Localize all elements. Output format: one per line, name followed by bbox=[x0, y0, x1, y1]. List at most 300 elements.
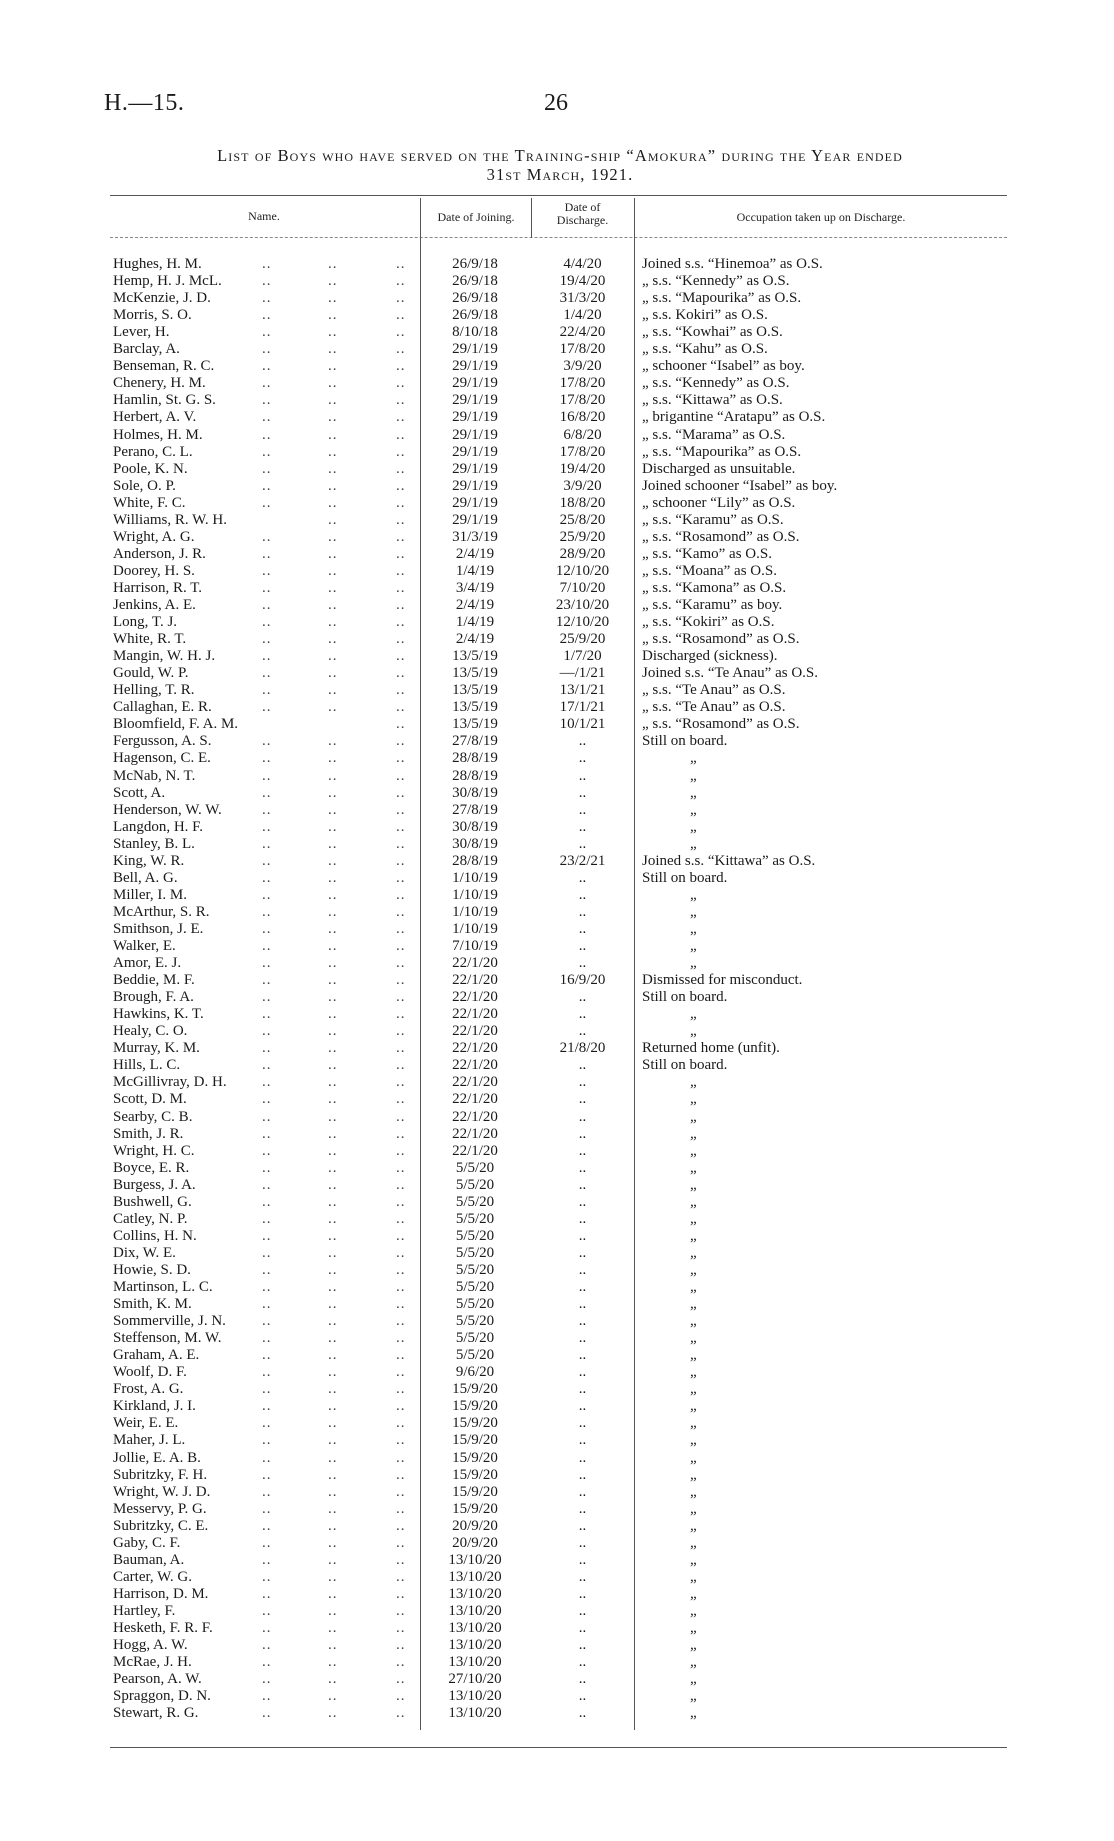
leader-dots: .. bbox=[328, 1517, 338, 1534]
table-row bbox=[0, 802, 1114, 819]
table-row bbox=[0, 733, 1114, 750]
leader-dots: .. bbox=[328, 852, 338, 869]
table-row bbox=[0, 1296, 1114, 1313]
date-of-joining: 13/10/20 bbox=[448, 1688, 502, 1705]
occupation: „ bbox=[690, 1074, 697, 1091]
leader-dots: .. bbox=[396, 1227, 406, 1244]
leader-dots: .. bbox=[328, 648, 338, 665]
boy-name: Helling, T. R. bbox=[113, 682, 195, 699]
leader-dots: .. bbox=[328, 545, 338, 562]
boy-name: Maher, J. L. bbox=[113, 1432, 186, 1449]
boy-name: Collins, H. N. bbox=[113, 1227, 197, 1244]
occupation: „ bbox=[690, 1193, 697, 1210]
leader-dots: .. bbox=[396, 1023, 406, 1040]
leader-dots: .. bbox=[328, 1347, 338, 1364]
date-of-joining: 13/5/19 bbox=[452, 665, 498, 682]
leader-dots: .. bbox=[328, 920, 338, 937]
table-row bbox=[0, 1705, 1114, 1722]
date-of-joining: 20/9/20 bbox=[452, 1534, 498, 1551]
date-of-joining: 22/1/20 bbox=[452, 1023, 498, 1040]
occupation: „ bbox=[690, 835, 697, 852]
boy-name: Hamlin, St. G. S. bbox=[113, 392, 216, 409]
date-of-discharge: .. bbox=[578, 1585, 587, 1602]
date-of-joining: 5/5/20 bbox=[455, 1210, 495, 1227]
boy-name: Bushwell, G. bbox=[113, 1193, 192, 1210]
table-row bbox=[0, 1518, 1114, 1535]
boy-name: Catley, N. P. bbox=[113, 1210, 188, 1227]
date-of-joining: 15/9/20 bbox=[452, 1500, 498, 1517]
date-of-joining: 22/1/20 bbox=[452, 1091, 498, 1108]
boy-name: Bloomfield, F. A. M. bbox=[113, 716, 239, 733]
column-divider-joined bbox=[531, 198, 532, 238]
leader-dots: .. bbox=[328, 1466, 338, 1483]
boy-name: Jollie, E. A. B. bbox=[113, 1449, 201, 1466]
boy-name: Hesketh, F. R. F. bbox=[113, 1620, 213, 1636]
occupation: Still on board. bbox=[642, 733, 728, 750]
table-row bbox=[0, 665, 1114, 682]
boy-name: Mangin, W. H. J. bbox=[113, 648, 216, 665]
boy-name: Hagenson, C. E. bbox=[113, 750, 211, 767]
table-row bbox=[0, 836, 1114, 853]
leader-dots: .. bbox=[262, 733, 272, 750]
table-row bbox=[0, 1671, 1114, 1688]
leader-dots: .. bbox=[328, 938, 338, 954]
table-row bbox=[0, 1501, 1114, 1518]
boy-name: Henderson, W. W. bbox=[113, 801, 222, 818]
date-of-discharge: 3/9/20 bbox=[563, 358, 602, 375]
date-of-discharge: 1/4/20 bbox=[563, 307, 602, 324]
leader-dots: .. bbox=[262, 1620, 272, 1636]
leader-dots: .. bbox=[328, 1432, 338, 1449]
leader-dots: .. bbox=[396, 1210, 406, 1227]
table-row bbox=[0, 375, 1114, 392]
leader-dots: .. bbox=[328, 341, 338, 358]
date-of-joining: 22/1/20 bbox=[452, 1142, 498, 1159]
leader-dots: .. bbox=[262, 835, 272, 852]
leader-dots: .. bbox=[396, 1585, 406, 1602]
leader-dots: .. bbox=[262, 392, 272, 409]
leader-dots: .. bbox=[396, 682, 406, 699]
date-of-discharge: .. bbox=[578, 784, 587, 801]
leader-dots: .. bbox=[328, 1176, 338, 1193]
leader-dots: .. bbox=[396, 1244, 406, 1261]
leader-dots: .. bbox=[328, 869, 338, 886]
date-of-discharge: .. bbox=[578, 1330, 587, 1347]
boy-name: Morris, S. O. bbox=[113, 307, 192, 324]
leader-dots: .. bbox=[396, 955, 406, 972]
leader-dots: .. bbox=[396, 886, 406, 903]
leader-dots: .. bbox=[262, 1176, 272, 1193]
date-of-discharge: 17/8/20 bbox=[559, 341, 606, 358]
date-of-joining: 22/1/20 bbox=[452, 955, 498, 972]
leader-dots: .. bbox=[396, 324, 406, 341]
leader-dots: .. bbox=[328, 562, 338, 579]
leader-dots: .. bbox=[262, 409, 272, 426]
leader-dots: .. bbox=[328, 1159, 338, 1176]
date-of-discharge: .. bbox=[578, 1364, 587, 1381]
page-code: H.—15. bbox=[104, 90, 185, 116]
date-of-joining: 27/8/19 bbox=[452, 733, 498, 750]
date-of-discharge: .. bbox=[578, 750, 587, 767]
date-of-discharge: .. bbox=[578, 1108, 587, 1125]
leader-dots: .. bbox=[262, 989, 272, 1006]
table-row bbox=[0, 597, 1114, 614]
leader-dots: .. bbox=[262, 1654, 272, 1671]
occupation: „ schooner “Isabel” as boy. bbox=[642, 358, 805, 375]
occupation: „ bbox=[690, 1500, 697, 1517]
leader-dots: .. bbox=[262, 477, 272, 494]
date-of-joining: 5/5/20 bbox=[455, 1296, 495, 1313]
table-row bbox=[0, 1126, 1114, 1143]
leader-dots: .. bbox=[396, 784, 406, 801]
date-of-discharge: 23/10/20 bbox=[555, 597, 610, 613]
boy-name: Wright, W. J. D. bbox=[113, 1483, 211, 1500]
leader-dots: .. bbox=[396, 1159, 406, 1176]
leader-dots: .. bbox=[262, 1313, 272, 1330]
occupation: „ bbox=[690, 750, 697, 767]
table-row bbox=[0, 1194, 1114, 1211]
table-row bbox=[0, 1006, 1114, 1023]
leader-dots: .. bbox=[328, 750, 338, 767]
occupation: „ bbox=[690, 1534, 697, 1551]
leader-dots: .. bbox=[328, 511, 338, 528]
date-of-discharge: .. bbox=[578, 1466, 587, 1483]
leader-dots: .. bbox=[396, 648, 406, 665]
date-of-joining: 29/1/19 bbox=[452, 358, 498, 375]
leader-dots: .. bbox=[262, 1159, 272, 1176]
header-bottom-rule bbox=[110, 237, 1007, 238]
table-row bbox=[0, 1569, 1114, 1586]
boy-name: Dix, W. E. bbox=[113, 1244, 176, 1261]
date-of-discharge: .. bbox=[578, 903, 587, 920]
date-of-discharge: 3/9/20 bbox=[563, 477, 602, 494]
leader-dots: .. bbox=[328, 494, 338, 511]
table-row bbox=[0, 648, 1114, 665]
leader-dots: .. bbox=[262, 1381, 272, 1398]
date-of-discharge: .. bbox=[578, 733, 587, 750]
leader-dots: .. bbox=[328, 1534, 338, 1551]
occupation: Joined s.s. “Hinemoa” as O.S. bbox=[642, 256, 823, 272]
boy-name: Lever, H. bbox=[113, 324, 170, 341]
boy-name: White, F. C. bbox=[113, 494, 186, 511]
date-of-discharge: .. bbox=[578, 1142, 587, 1159]
occupation: „ bbox=[690, 1466, 697, 1483]
leader-dots: .. bbox=[262, 1517, 272, 1534]
table-row bbox=[0, 699, 1114, 716]
leader-dots: .. bbox=[396, 818, 406, 835]
boy-name: McRae, J. H. bbox=[113, 1654, 192, 1671]
table-row bbox=[0, 358, 1114, 375]
boy-name: Bauman, A. bbox=[113, 1551, 185, 1568]
date-of-discharge: .. bbox=[578, 1176, 587, 1193]
table-row bbox=[0, 444, 1114, 461]
occupation: „ s.s. “Karamu” as boy. bbox=[642, 597, 783, 613]
leader-dots: .. bbox=[262, 886, 272, 903]
leader-dots: .. bbox=[262, 460, 272, 477]
occupation: „ bbox=[690, 1568, 697, 1585]
date-of-joining: 2/4/19 bbox=[455, 545, 495, 562]
boy-name: Sole, O. P. bbox=[113, 477, 176, 494]
leader-dots: .. bbox=[396, 1705, 406, 1722]
occupation: „ s.s. “Rosamond” as O.S. bbox=[642, 631, 800, 648]
leader-dots: .. bbox=[396, 1398, 406, 1415]
table-row bbox=[0, 1228, 1114, 1245]
date-of-discharge: 19/4/20 bbox=[559, 460, 606, 477]
table-row bbox=[0, 921, 1114, 938]
table-row bbox=[0, 750, 1114, 767]
leader-dots: .. bbox=[396, 358, 406, 375]
table-row bbox=[0, 1211, 1114, 1228]
leader-dots: .. bbox=[396, 1313, 406, 1330]
date-of-joining: 5/5/20 bbox=[455, 1347, 495, 1364]
occupation: „ s.s. “Mapourika” as O.S. bbox=[642, 290, 802, 307]
leader-dots: .. bbox=[262, 1296, 272, 1313]
table-row bbox=[0, 1313, 1114, 1330]
date-of-joining: 22/1/20 bbox=[452, 1108, 498, 1125]
leader-dots: .. bbox=[262, 443, 272, 460]
date-of-discharge: .. bbox=[578, 955, 587, 972]
date-of-joining: 29/1/19 bbox=[452, 426, 498, 443]
date-of-joining: 1/10/19 bbox=[452, 886, 498, 903]
occupation: „ bbox=[690, 1620, 697, 1636]
occupation: „ s.s. “Kamo” as O.S. bbox=[642, 545, 772, 562]
date-of-discharge: .. bbox=[578, 1534, 587, 1551]
date-of-joining: 22/1/20 bbox=[452, 1125, 498, 1142]
table-row bbox=[0, 1535, 1114, 1552]
leader-dots: .. bbox=[396, 1415, 406, 1432]
table-row bbox=[0, 853, 1114, 870]
table-row bbox=[0, 1347, 1114, 1364]
leader-dots: .. bbox=[328, 307, 338, 324]
date-of-joining: 13/10/20 bbox=[448, 1551, 502, 1568]
table-row bbox=[0, 1177, 1114, 1194]
boy-name: Brough, F. A. bbox=[113, 989, 194, 1006]
leader-dots: .. bbox=[328, 1125, 338, 1142]
occupation: „ bbox=[690, 1381, 697, 1398]
boy-name: Beddie, M. F. bbox=[113, 972, 195, 989]
table-row bbox=[0, 461, 1114, 478]
date-of-joining: 3/4/19 bbox=[455, 579, 495, 596]
leader-dots: .. bbox=[262, 494, 272, 511]
leader-dots: .. bbox=[396, 1108, 406, 1125]
leader-dots: .. bbox=[328, 1637, 338, 1654]
column-header-occupation: Occupation taken up on Discharge. bbox=[736, 210, 906, 224]
leader-dots: .. bbox=[262, 699, 272, 716]
table-row bbox=[0, 529, 1114, 546]
boy-name: Long, T. J. bbox=[113, 614, 178, 631]
date-of-joining: 29/1/19 bbox=[452, 375, 498, 392]
leader-dots: .. bbox=[262, 1637, 272, 1654]
occupation: „ s.s. “Kamona” as O.S. bbox=[642, 579, 787, 596]
date-of-joining: 22/1/20 bbox=[452, 972, 498, 989]
date-of-joining: 15/9/20 bbox=[452, 1415, 498, 1432]
date-of-joining: 29/1/19 bbox=[452, 409, 498, 426]
table-row bbox=[0, 1688, 1114, 1705]
leader-dots: .. bbox=[328, 443, 338, 460]
date-of-joining: 1/4/19 bbox=[455, 614, 495, 631]
boy-name: Benseman, R. C. bbox=[113, 358, 215, 375]
date-of-discharge: .. bbox=[578, 1261, 587, 1278]
table-row bbox=[0, 273, 1114, 290]
date-of-discharge: .. bbox=[578, 1210, 587, 1227]
occupation: Discharged (sickness). bbox=[642, 648, 778, 665]
date-of-joining: 26/9/18 bbox=[452, 307, 498, 324]
leader-dots: .. bbox=[262, 1483, 272, 1500]
leader-dots: .. bbox=[262, 307, 272, 324]
boy-name: Holmes, H. M. bbox=[113, 426, 203, 443]
boy-name: Spraggon, D. N. bbox=[113, 1688, 211, 1705]
boy-name: Smithson, J. E. bbox=[113, 920, 204, 937]
boy-name: Barclay, A. bbox=[113, 341, 180, 358]
date-of-joining: 15/9/20 bbox=[452, 1398, 498, 1415]
occupation: „ bbox=[690, 1261, 697, 1278]
date-of-joining: 22/1/20 bbox=[452, 1074, 498, 1091]
occupation: „ bbox=[690, 1006, 697, 1023]
boy-name: King, W. R. bbox=[113, 852, 185, 869]
date-of-joining: 8/10/18 bbox=[452, 324, 498, 341]
date-of-joining: 13/10/20 bbox=[448, 1602, 502, 1619]
occupation: „ bbox=[690, 784, 697, 801]
leader-dots: .. bbox=[262, 597, 272, 613]
date-of-discharge: .. bbox=[578, 1500, 587, 1517]
date-of-joining: 5/5/20 bbox=[455, 1227, 495, 1244]
boy-name: Scott, D. M. bbox=[113, 1091, 187, 1108]
leader-dots: .. bbox=[396, 1176, 406, 1193]
occupation: „ schooner “Lily” as O.S. bbox=[642, 494, 796, 511]
leader-dots: .. bbox=[328, 801, 338, 818]
date-of-discharge: 12/10/20 bbox=[555, 562, 610, 579]
occupation: Joined s.s. “Te Anau” as O.S. bbox=[642, 665, 819, 682]
leader-dots: .. bbox=[328, 1688, 338, 1705]
leader-dots: .. bbox=[396, 1568, 406, 1585]
leader-dots: .. bbox=[262, 579, 272, 596]
occupation: „ brigantine “Aratapu” as O.S. bbox=[642, 409, 826, 426]
leader-dots: .. bbox=[262, 1142, 272, 1159]
table-row bbox=[0, 1450, 1114, 1467]
leader-dots: .. bbox=[328, 1654, 338, 1671]
leader-dots: .. bbox=[262, 801, 272, 818]
date-of-discharge: .. bbox=[578, 1244, 587, 1261]
leader-dots: .. bbox=[262, 256, 272, 272]
occupation: Discharged as unsuitable. bbox=[642, 460, 796, 477]
table-row bbox=[0, 631, 1114, 648]
leader-dots: .. bbox=[396, 1671, 406, 1688]
date-of-discharge: 1/7/20 bbox=[563, 648, 602, 665]
occupation: Still on board. bbox=[642, 869, 728, 886]
table-row bbox=[0, 546, 1114, 563]
table-row bbox=[0, 1432, 1114, 1449]
date-of-discharge: 28/9/20 bbox=[559, 545, 606, 562]
table-row bbox=[0, 1586, 1114, 1603]
date-of-joining: 31/3/19 bbox=[452, 528, 498, 545]
table-row bbox=[0, 409, 1114, 426]
leader-dots: .. bbox=[396, 920, 406, 937]
leader-dots: .. bbox=[262, 818, 272, 835]
occupation: „ bbox=[690, 938, 697, 954]
boy-name: Wright, A. G. bbox=[113, 528, 195, 545]
leader-dots: .. bbox=[262, 1006, 272, 1023]
date-of-joining: 5/5/20 bbox=[455, 1313, 495, 1330]
table-row bbox=[0, 1109, 1114, 1126]
leader-dots: .. bbox=[328, 1602, 338, 1619]
occupation: „ s.s. “Mapourika” as O.S. bbox=[642, 443, 802, 460]
occupation: „ s.s. “Kahu” as O.S. bbox=[642, 341, 768, 358]
leader-dots: .. bbox=[262, 1398, 272, 1415]
leader-dots: .. bbox=[328, 1415, 338, 1432]
leader-dots: .. bbox=[328, 665, 338, 682]
leader-dots: .. bbox=[396, 1654, 406, 1671]
date-of-joining: 15/9/20 bbox=[452, 1483, 498, 1500]
date-of-discharge: 21/8/20 bbox=[559, 1040, 606, 1057]
date-of-joining: 5/5/20 bbox=[455, 1193, 495, 1210]
table-row bbox=[0, 1398, 1114, 1415]
leader-dots: .. bbox=[328, 989, 338, 1006]
leader-dots: .. bbox=[328, 392, 338, 409]
leader-dots: .. bbox=[328, 1142, 338, 1159]
leader-dots: .. bbox=[396, 1142, 406, 1159]
leader-dots: .. bbox=[328, 1551, 338, 1568]
leader-dots: .. bbox=[396, 273, 406, 290]
occupation: „ bbox=[690, 801, 697, 818]
boy-name: Jenkins, A. E. bbox=[113, 597, 196, 613]
table-row bbox=[0, 1091, 1114, 1108]
boy-name: Harrison, D. M. bbox=[113, 1585, 209, 1602]
date-of-discharge: .. bbox=[578, 1296, 587, 1313]
date-of-discharge: 16/8/20 bbox=[559, 409, 606, 426]
leader-dots: .. bbox=[262, 1551, 272, 1568]
table-row bbox=[0, 1415, 1114, 1432]
leader-dots: .. bbox=[328, 273, 338, 290]
boy-name: Scott, A. bbox=[113, 784, 166, 801]
occupation: „ s.s. “Te Anau” as O.S. bbox=[642, 699, 786, 716]
table-row bbox=[0, 1654, 1114, 1671]
boy-name: Williams, R. W. H. bbox=[113, 511, 227, 528]
leader-dots: .. bbox=[396, 903, 406, 920]
date-of-joining: 2/4/19 bbox=[455, 597, 495, 613]
date-of-discharge: .. bbox=[578, 1705, 587, 1722]
boy-name: Murray, K. M. bbox=[113, 1040, 200, 1057]
table-row bbox=[0, 1262, 1114, 1279]
leader-dots: .. bbox=[396, 579, 406, 596]
occupation: „ bbox=[690, 1449, 697, 1466]
leader-dots: .. bbox=[262, 1500, 272, 1517]
occupation: „ s.s. “Marama” as O.S. bbox=[642, 426, 786, 443]
date-of-joining: 26/9/18 bbox=[452, 290, 498, 307]
occupation: „ bbox=[690, 1176, 697, 1193]
leader-dots: .. bbox=[328, 1364, 338, 1381]
date-of-joining: 1/10/19 bbox=[452, 869, 498, 886]
leader-dots: .. bbox=[328, 597, 338, 613]
date-of-joining: 5/5/20 bbox=[455, 1244, 495, 1261]
table-row bbox=[0, 1467, 1114, 1484]
date-of-discharge: .. bbox=[578, 1074, 587, 1091]
date-of-joining: 22/1/20 bbox=[452, 1040, 498, 1057]
date-of-joining: 5/5/20 bbox=[455, 1261, 495, 1278]
leader-dots: .. bbox=[262, 1364, 272, 1381]
date-of-discharge: .. bbox=[578, 1227, 587, 1244]
boy-name: Doorey, H. S. bbox=[113, 562, 195, 579]
leader-dots: .. bbox=[396, 938, 406, 954]
leader-dots: .. bbox=[396, 1125, 406, 1142]
date-of-discharge: .. bbox=[578, 1654, 587, 1671]
date-of-joining: 5/5/20 bbox=[455, 1279, 495, 1295]
date-of-discharge: .. bbox=[578, 869, 587, 886]
leader-dots: .. bbox=[396, 801, 406, 818]
date-of-discharge: .. bbox=[578, 1432, 587, 1449]
leader-dots: .. bbox=[396, 1381, 406, 1398]
date-of-joining: 22/1/20 bbox=[452, 989, 498, 1006]
leader-dots: .. bbox=[262, 920, 272, 937]
